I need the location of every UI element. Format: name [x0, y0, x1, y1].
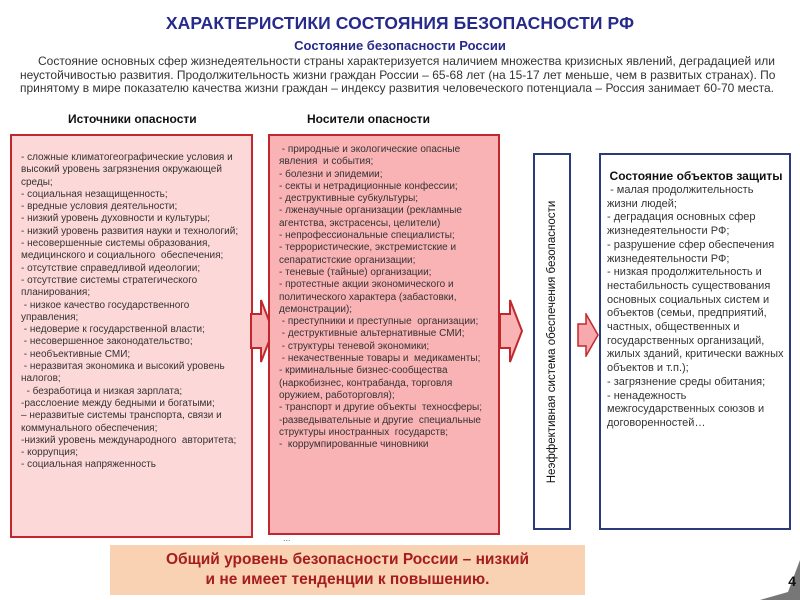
list-item: - низкая продолжительность и нестабильность существования основных социальных систем и объектов (семьи, предприятий, частных, общественных и государственных организаций, жилых зданий, критически важных объектов и т.п.);	[607, 266, 787, 375]
list-item: - ненадежность межгосударственных союзов и договоренностей…	[607, 389, 768, 429]
list-item: - транспорт и другие объекты техносферы;	[279, 402, 483, 414]
list-item: - структуры теневой экономики;	[279, 340, 430, 352]
list-item: - необъективные СМИ;	[21, 348, 131, 360]
list-item: - деградация основных сфер жизнедеятельности РФ;	[607, 211, 759, 238]
list-item: - несовершенное законодательство;	[21, 336, 193, 348]
list-item: - террористические, экстремистские и сепаратистские организации;	[279, 242, 459, 266]
list-item: -расслоение между бедными и богатыми;	[21, 397, 215, 409]
page-number: 4	[788, 573, 796, 589]
list-item: - отсутствие справедливой идеологии;	[21, 262, 201, 274]
list-item: - деструктивные альтернативные СМИ;	[279, 328, 465, 340]
objects-list	[607, 184, 785, 431]
list-item: - деструктивные субкультуры;	[279, 193, 419, 205]
list-item: – неразвитые системы транспорта, связи и коммунального обеспечения;	[21, 410, 228, 434]
list-item: - лженаучные организации (рекламные агентства, экстрасенсы, целители)	[279, 205, 465, 229]
list-item: - низкий уровень духовности и культуры;	[21, 213, 211, 225]
conclusion-line-1: Общий уровень безопасности России – низкий	[166, 551, 529, 568]
list-item: - социальная незащищенность;	[21, 188, 168, 200]
list-item: - социальная напряженность	[21, 459, 156, 471]
list-item: - низкое качество государственного управления;	[21, 299, 195, 323]
list-item: -разведывательные и другие специальные структуры иностранных государств;	[279, 414, 484, 438]
sources-list	[21, 152, 245, 472]
carriers-ellipsis: ...	[283, 533, 291, 543]
sources-heading: Источники опасности	[68, 112, 197, 126]
list-item: - протестные акции экономического и политического характера (забастовки, демонстрации);	[279, 279, 460, 315]
list-item: - загрязнение среды обитания;	[607, 375, 766, 388]
arrow-right-icon	[577, 313, 599, 357]
conclusion-line-2: и не имеет тенденции к повышению.	[205, 571, 490, 588]
page-subtitle: Состояние безопасности России	[294, 38, 506, 53]
list-item: - теневые (тайные) организации;	[279, 266, 432, 278]
carriers-list	[279, 144, 492, 451]
list-item: - болезни и эпидемии;	[279, 168, 383, 180]
list-item: - криминальные бизнес-сообщества (наркобизнес, контрабанда, торговля оружием, работорговля);	[279, 365, 458, 401]
list-item: - безработица и низкая зарплата;	[21, 385, 183, 397]
list-item: - отсутствие системы стратегического планирования;	[21, 274, 200, 299]
list-item: - природные и экологические опасные явления и события;	[279, 144, 463, 168]
list-item: - сложные климатогеографические условия и высокий уровень загрязнения окружающей среды;	[21, 152, 236, 188]
carriers-box	[268, 134, 500, 535]
list-item: - преступники и преступные организации;	[279, 316, 479, 328]
list-item: - непрофессиональные специалисты;	[279, 230, 455, 242]
sources-box	[10, 134, 253, 538]
list-item: - несовершенные системы образования, медицинского и социального обеспечения;	[21, 238, 224, 262]
list-item: - коррупция;	[21, 447, 79, 459]
list-item: - малая продолжительность жизни людей;	[607, 184, 757, 210]
objects-box	[599, 153, 791, 530]
security-system-label: Неэффективная система обеспечения безопасности	[545, 200, 558, 483]
carriers-heading: Носители опасности	[307, 112, 431, 126]
security-system-box	[533, 153, 571, 530]
list-item: -низкий уровень международного авторитета;	[21, 434, 237, 446]
list-item: - коррумпированные чиновники	[279, 439, 429, 451]
list-item: - низкий уровень развития науки и технологий;	[21, 225, 239, 237]
objects-heading: Состояние объектов защиты	[609, 169, 783, 183]
arrow-right-icon	[499, 298, 523, 364]
list-item: - секты и нетрадиционные конфессии;	[279, 180, 458, 192]
intro-paragraph: Состояние основных сфер жизнедеятельности страны характеризуется наличием множества кризисных явлений, деградацией или неустойчивостью развития. Продолжительность жизни граждан России – 65-68 лет (на 15-17 лет меньше, чем в развитых странах). По принятому в мире показателю качества жизни граждан – индексу развития человеческого потенциала – Россия занимает 60-70 места.	[20, 54, 776, 95]
conclusion-banner	[110, 545, 585, 595]
list-item: - недоверие к государственной власти;	[21, 324, 205, 336]
list-item: - неразвитая экономика и высокий уровень налогов;	[21, 361, 231, 385]
page-title: ХАРАКТЕРИСТИКИ СОСТОЯНИЯ БЕЗОПАСНОСТИ РФ	[165, 13, 635, 33]
list-item: - разрушение сфер обеспечения жизнедеятельности РФ;	[607, 238, 778, 265]
list-item: - вредные условия деятельности;	[21, 201, 178, 213]
list-item: - некачественные товары и медикаменты;	[279, 353, 481, 365]
